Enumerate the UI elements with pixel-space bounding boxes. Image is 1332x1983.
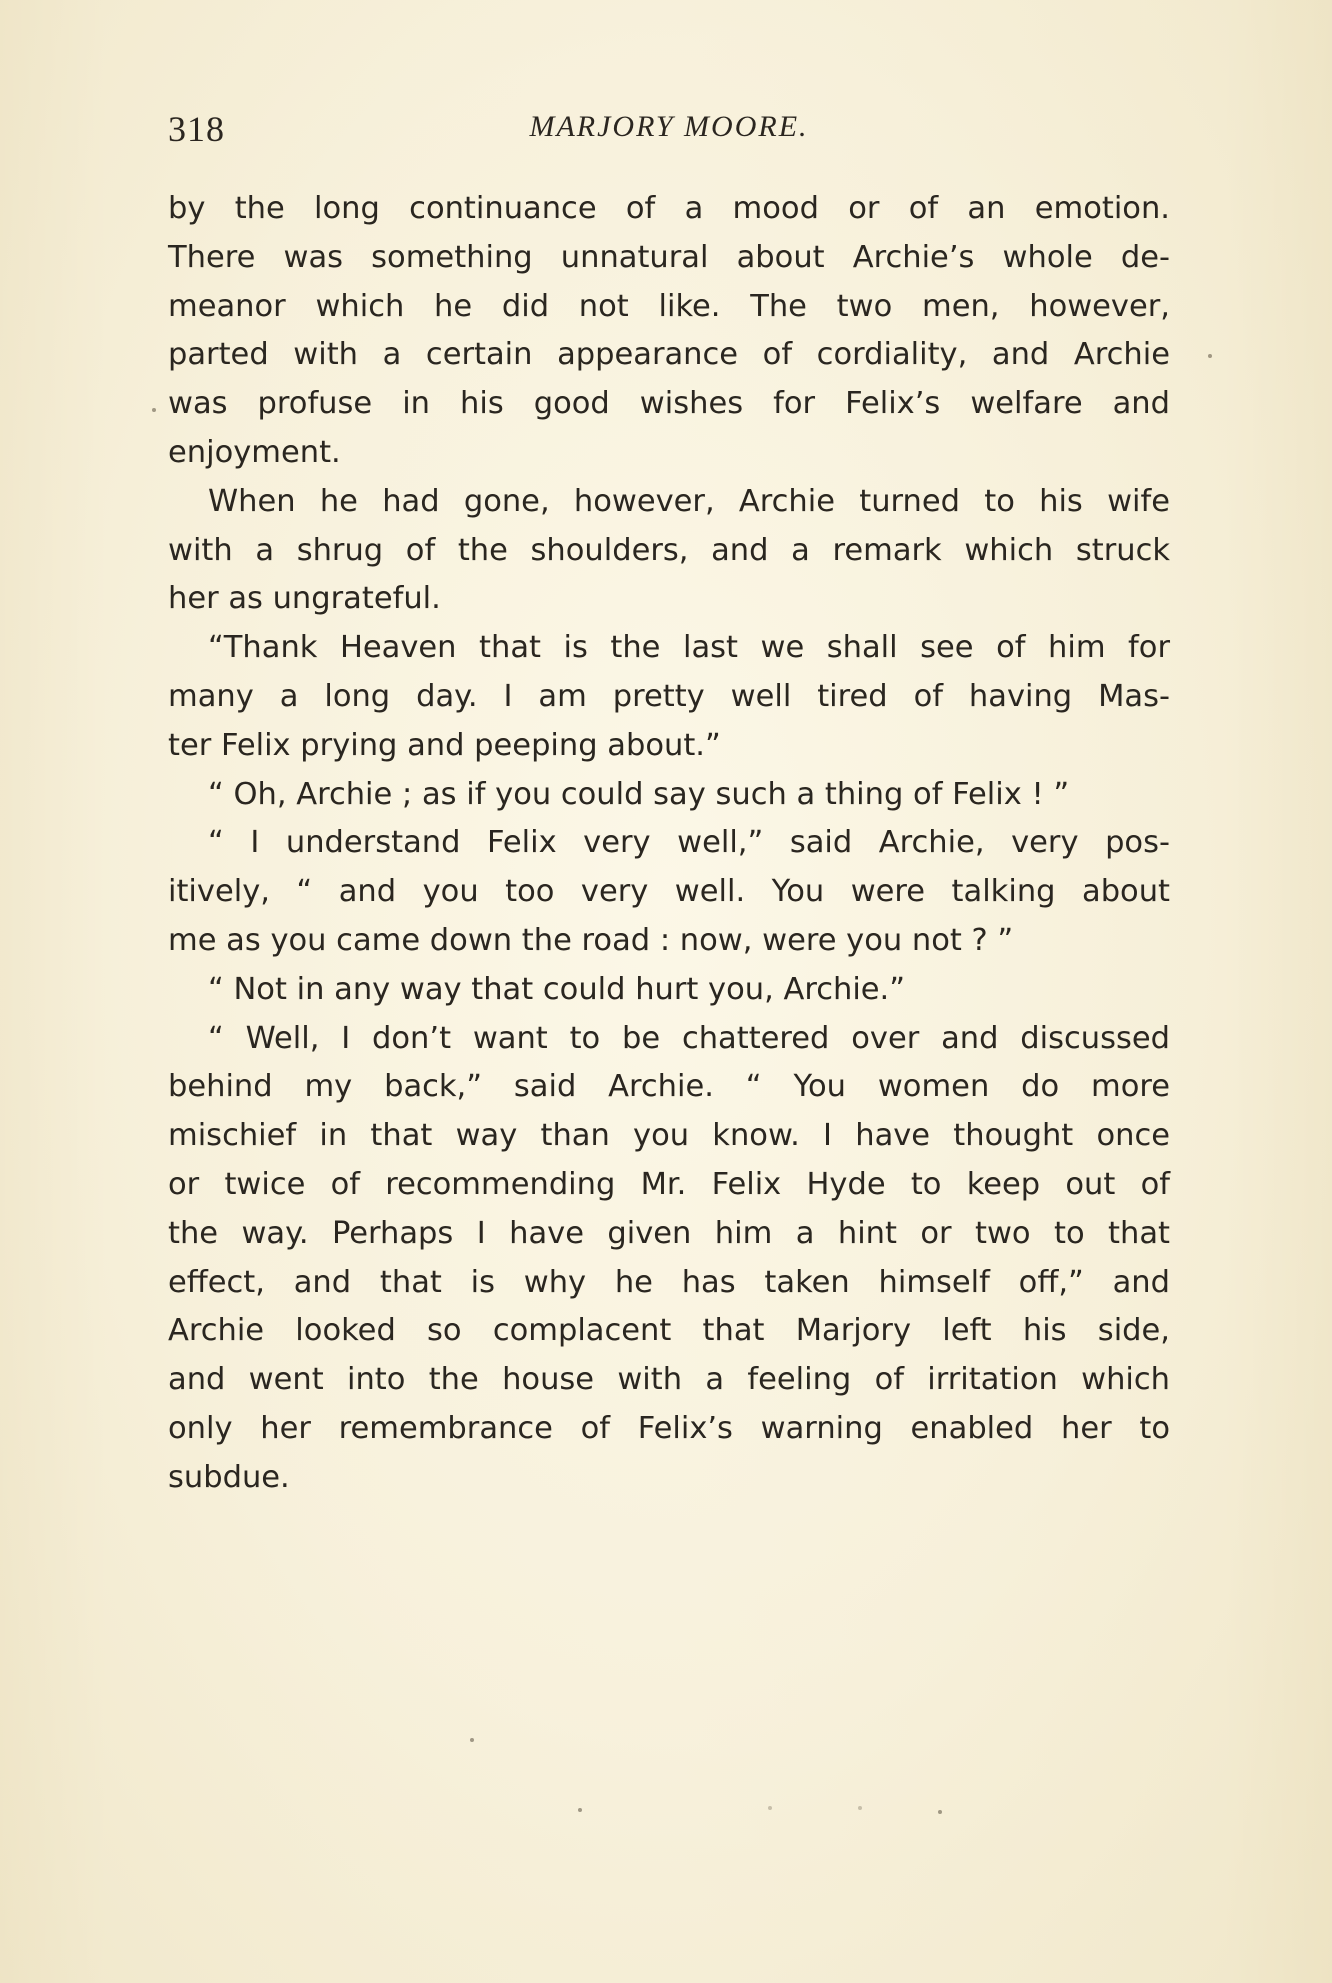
text-line: behind my back,” said Archie. “ You women do more [168, 1069, 1170, 1105]
text-line: only her remembrance of Felix’s warning enabled her to [168, 1410, 1170, 1446]
paper-speck [1208, 354, 1212, 358]
text-line: me as you came down the road : now, were you not ? ” [168, 922, 1014, 958]
text-line: her as ungrateful. [168, 581, 441, 617]
text-line: with a shrug of the shoulders, and a remark which struck [168, 532, 1170, 568]
paper-speck [858, 1806, 862, 1810]
page-number: 318 [168, 109, 225, 149]
text-line: many a long day. I am pretty well tired of having Mas- [168, 678, 1170, 714]
paper-speck [470, 1738, 474, 1742]
paper-speck [938, 1810, 942, 1814]
paper-speck [152, 408, 156, 412]
paper-speck [578, 1808, 582, 1812]
paper-speck [768, 1806, 772, 1810]
text-line: was profuse in his good wishes for Felix’s welfare and [168, 386, 1170, 422]
text-line: parted with a certain appearance of cordiality, and Archie [168, 337, 1170, 373]
running-title: MARJORY MOORE. [529, 110, 809, 143]
text-line: “ Well, I don’t want to be chattered over and discussed [208, 1020, 1170, 1056]
text-line: “ I understand Felix very well,” said Archie, very pos- [208, 825, 1170, 861]
text-line: itively, “ and you too very well. You were talking about [168, 874, 1170, 910]
text-line: mischief in that way than you know. I have thought once [168, 1118, 1170, 1154]
text-line: enjoyment. [168, 434, 341, 470]
text-line: meanor which he did not like. The two men, however, [168, 288, 1170, 324]
text-line: by the long continuance of a mood or of an emotion. [168, 191, 1170, 226]
text-line: subdue. [168, 1459, 290, 1495]
text-line: effect, and that is why he has taken himself off,” and [168, 1264, 1170, 1300]
text-line: There was something unnatural about Archie’s whole de- [168, 239, 1170, 275]
page-header [168, 108, 1170, 156]
text-line: “Thank Heaven that is the last we shall see of him for [208, 630, 1170, 666]
text-line: Archie looked so complacent that Marjory left his side, [168, 1313, 1170, 1349]
text-line: When he had gone, however, Archie turned to his wife [208, 483, 1170, 519]
body-text [168, 185, 1170, 1503]
text-line: or twice of recommending Mr. Felix Hyde to keep out of [168, 1166, 1170, 1202]
text-line: and went into the house with a feeling of irritation which [168, 1362, 1170, 1398]
text-line: “ Not in any way that could hurt you, Archie.” [208, 971, 906, 1007]
text-line: ter Felix prying and peeping about.” [168, 727, 721, 763]
text-line: the way. Perhaps I have given him a hint or two to that [168, 1215, 1170, 1251]
text-line: “ Oh, Archie ; as if you could say such a thing of Felix ! ” [208, 776, 1070, 812]
